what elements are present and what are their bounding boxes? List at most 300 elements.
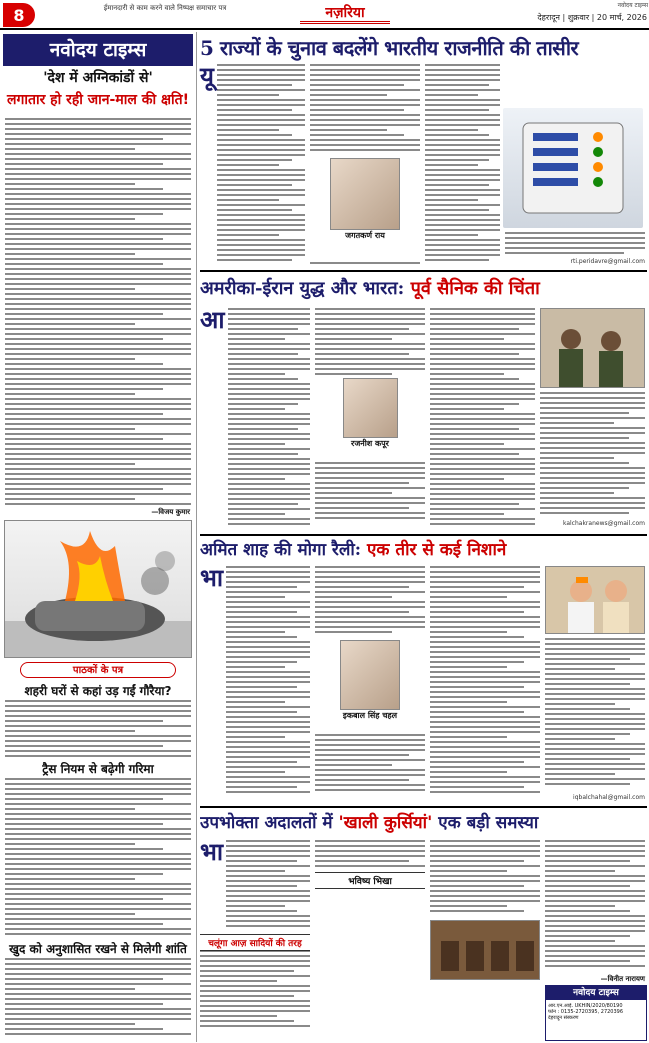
text-line — [545, 945, 645, 947]
text-line — [430, 631, 507, 633]
text-line — [430, 318, 535, 320]
text-line — [5, 700, 191, 702]
text-line — [545, 955, 645, 957]
text-line — [315, 318, 425, 320]
article1-col4 — [505, 232, 645, 254]
text-line — [430, 766, 540, 768]
text-line — [226, 731, 310, 733]
text-line — [5, 378, 191, 380]
text-line — [226, 591, 310, 593]
text-line — [430, 353, 519, 355]
text-line — [430, 398, 535, 400]
text-line — [5, 178, 191, 180]
text-line — [425, 184, 489, 186]
text-line — [315, 571, 425, 573]
text-line — [430, 368, 535, 370]
text-line — [5, 288, 135, 290]
article3-headline-part2: एक तीर से कई निशाने — [367, 540, 507, 560]
section-title: नज़रिया — [300, 2, 390, 24]
text-line — [5, 778, 191, 780]
text-line — [425, 229, 500, 231]
text-line — [425, 169, 500, 171]
editorial-headline: लगातार हो रही जान-माल की क्षति! — [6, 92, 190, 108]
text-line — [540, 512, 629, 514]
text-line — [217, 144, 305, 146]
text-line — [200, 970, 294, 972]
text-line — [430, 576, 540, 578]
text-line — [310, 109, 404, 111]
text-line — [226, 631, 285, 633]
text-line — [430, 840, 540, 842]
text-line — [310, 84, 404, 86]
paper-name-small: नवोदय टाइम्स — [617, 2, 648, 9]
letter-headline-2: ट्रैस नियम से बढ़ेगी गरिमा — [42, 762, 154, 776]
text-line — [5, 158, 191, 160]
rally-photo-icon — [546, 567, 645, 634]
article4-headline — [200, 806, 647, 836]
author-name-3: इकबाल सिंह चहल — [342, 711, 398, 720]
text-line — [430, 900, 540, 902]
text-line — [310, 64, 420, 66]
text-line — [5, 228, 191, 230]
text-line — [430, 423, 535, 425]
text-line — [315, 368, 425, 370]
text-line — [310, 129, 387, 131]
text-line — [505, 232, 645, 234]
text-line — [226, 686, 297, 688]
text-line — [425, 74, 500, 76]
text-line — [430, 885, 524, 887]
text-line — [5, 393, 135, 395]
article2-headline-part1: अमरीका-ईरान युद्ध और भारत: — [200, 278, 405, 299]
text-line — [226, 671, 310, 673]
text-line — [5, 858, 191, 860]
text-line — [425, 104, 500, 106]
article3-byline — [315, 640, 425, 730]
text-line — [425, 99, 500, 101]
text-line — [310, 74, 420, 76]
text-line — [315, 845, 425, 847]
text-line — [217, 204, 305, 206]
dropcap-2: आ — [200, 305, 225, 334]
text-line — [217, 214, 305, 216]
text-line — [315, 865, 425, 867]
text-line — [5, 173, 191, 175]
text-line — [217, 134, 292, 136]
text-line — [5, 443, 191, 445]
text-line — [5, 843, 135, 845]
text-line — [5, 163, 163, 165]
text-line — [5, 903, 191, 905]
text-line — [217, 94, 279, 96]
text-line — [315, 333, 425, 335]
text-line — [545, 905, 615, 907]
author-photo-2 — [343, 378, 398, 438]
text-line — [226, 756, 310, 758]
text-line — [217, 259, 292, 261]
article1-col3 — [425, 64, 500, 261]
text-line — [430, 433, 535, 435]
text-line — [545, 845, 645, 847]
text-line — [217, 179, 305, 181]
text-line — [425, 149, 500, 151]
article1-email: rti.peridavre@gmail.com — [570, 258, 645, 265]
article4-col2 — [315, 840, 425, 867]
text-line — [217, 239, 305, 241]
text-line — [430, 566, 540, 568]
text-line — [228, 328, 298, 330]
text-line — [540, 467, 645, 469]
print-line-1: आर.एन.आई. UKHIN/2020/80190 — [548, 1003, 623, 1009]
text-line — [226, 656, 310, 658]
text-line — [430, 483, 535, 485]
text-line — [228, 318, 310, 320]
text-line — [228, 408, 286, 410]
text-line — [5, 453, 191, 455]
text-line — [545, 713, 645, 715]
editorial-body — [5, 118, 191, 505]
author-photo — [330, 158, 400, 230]
text-line — [315, 784, 425, 786]
text-line — [228, 353, 298, 355]
text-line — [228, 378, 298, 380]
text-line — [228, 508, 310, 510]
empty-chairs-icon — [431, 921, 540, 980]
text-line — [5, 308, 191, 310]
text-line — [226, 781, 310, 783]
dropcap: यू — [200, 61, 214, 90]
dateline: देहरादून | शुक्रवार | 20 मार्च, 2026 — [537, 13, 647, 22]
fire-cartoon-icon — [5, 521, 192, 658]
text-line — [5, 498, 135, 500]
text-line — [540, 392, 645, 394]
text-line — [540, 492, 614, 494]
text-line — [315, 621, 425, 623]
author-photo-3 — [340, 640, 400, 710]
text-line — [217, 189, 305, 191]
article2-photo — [540, 308, 645, 388]
text-line — [5, 123, 191, 125]
text-line — [430, 870, 507, 872]
text-line — [425, 109, 489, 111]
print-line-masthead: नवोदय टाइम्स — [546, 986, 646, 1000]
text-line — [217, 84, 292, 86]
text-line — [545, 653, 645, 655]
editorial-masthead: नवोदय टाइम्स — [3, 34, 193, 66]
text-line — [315, 502, 425, 504]
text-line — [217, 244, 305, 246]
text-line — [430, 388, 535, 390]
text-line — [5, 783, 191, 785]
text-line — [5, 918, 191, 920]
text-line — [430, 656, 540, 658]
text-line — [5, 710, 191, 712]
text-line — [5, 838, 191, 840]
text-line — [545, 880, 645, 882]
text-line — [430, 751, 540, 753]
soldier-photo-icon — [541, 309, 645, 388]
text-line — [228, 348, 310, 350]
text-line — [228, 413, 310, 415]
text-line — [540, 482, 645, 484]
text-line — [430, 403, 519, 405]
text-line — [226, 606, 310, 608]
text-line — [226, 920, 310, 922]
paper-motto: ईमानदारी से काम करने वाले निष्पक्ष समाचार पत्र — [103, 4, 227, 12]
text-line — [5, 298, 191, 300]
text-line — [5, 318, 191, 320]
text-line — [545, 658, 630, 660]
text-line — [430, 383, 535, 385]
text-line — [228, 363, 310, 365]
letter-body-1 — [5, 700, 191, 757]
text-line — [540, 427, 645, 429]
text-line — [430, 696, 540, 698]
text-line — [226, 701, 285, 703]
text-line — [5, 223, 191, 225]
text-line — [5, 313, 163, 315]
text-line — [315, 487, 425, 489]
text-line — [430, 845, 540, 847]
text-line — [5, 143, 191, 145]
text-line — [310, 124, 420, 126]
text-line — [5, 433, 191, 435]
text-line — [545, 885, 630, 887]
text-line — [5, 423, 191, 425]
text-line — [545, 940, 615, 942]
author-name: जगतकर्ण राय — [345, 231, 385, 240]
text-line — [5, 183, 135, 185]
text-line — [228, 428, 298, 430]
text-line — [5, 448, 191, 450]
text-line — [430, 571, 540, 573]
text-line — [5, 133, 191, 135]
letter-body-3 — [5, 958, 191, 1035]
text-line — [217, 219, 305, 221]
text-line — [430, 338, 504, 340]
text-line — [226, 581, 310, 583]
text-line — [540, 447, 645, 449]
text-line — [430, 776, 540, 778]
text-line — [430, 761, 524, 763]
article4-box2-head: भविष्य भिखा — [315, 872, 425, 889]
text-line — [315, 744, 425, 746]
text-line — [5, 888, 191, 890]
article2-email: kalchakranews@gmail.com — [562, 520, 645, 527]
text-line — [425, 164, 478, 166]
text-line — [5, 823, 163, 825]
text-line — [505, 252, 624, 254]
text-line — [545, 753, 645, 755]
text-line — [5, 488, 163, 490]
text-line — [226, 925, 310, 927]
text-line — [540, 417, 645, 419]
text-line — [5, 338, 163, 340]
text-line — [430, 731, 540, 733]
text-line — [545, 960, 630, 962]
print-line-box — [545, 985, 647, 1041]
text-line — [425, 119, 500, 121]
text-line — [315, 734, 425, 736]
text-line — [5, 323, 135, 325]
text-line — [315, 754, 409, 756]
text-line — [226, 661, 297, 663]
article2-col2a — [315, 308, 425, 375]
text-line — [228, 438, 310, 440]
text-line — [545, 648, 645, 650]
text-line — [217, 129, 279, 131]
text-line — [226, 646, 310, 648]
text-line — [5, 438, 163, 440]
print-line-2: फोन : 0135-2720395, 2720396 — [548, 1009, 624, 1015]
text-line — [545, 768, 645, 770]
text-line — [217, 199, 279, 201]
text-line — [5, 928, 191, 930]
text-line — [315, 512, 425, 514]
text-line — [5, 253, 135, 255]
text-line — [217, 164, 279, 166]
text-line — [226, 626, 310, 628]
text-line — [315, 338, 392, 340]
text-line — [228, 403, 298, 405]
text-line — [315, 323, 425, 325]
text-line — [5, 268, 191, 270]
text-line — [200, 985, 310, 987]
text-line — [430, 746, 540, 748]
text-line — [5, 725, 191, 727]
editorial-subhead: 'देश में अग्निकांडों से' — [43, 70, 153, 86]
text-line — [540, 437, 629, 439]
text-line — [217, 174, 305, 176]
article2-headline — [200, 270, 647, 304]
text-line — [430, 895, 540, 897]
text-line — [430, 453, 519, 455]
text-line — [425, 194, 500, 196]
text-line — [545, 758, 630, 760]
text-line — [430, 880, 540, 882]
article2-col2b — [315, 462, 425, 519]
article1-col1 — [200, 61, 305, 261]
article4-headline-part1: उपभोक्ता अदालतों में — [200, 813, 333, 833]
text-line — [430, 438, 535, 440]
text-line — [5, 328, 191, 330]
text-line — [545, 643, 645, 645]
text-line — [430, 651, 540, 653]
text-line — [217, 254, 305, 256]
text-line — [226, 736, 285, 738]
text-line — [228, 308, 310, 310]
text-line — [226, 910, 297, 912]
text-line — [5, 203, 191, 205]
text-line — [315, 358, 425, 360]
text-line — [5, 730, 135, 732]
text-line — [217, 119, 305, 121]
text-line — [228, 358, 310, 360]
text-line — [217, 154, 305, 156]
text-line — [425, 254, 500, 256]
text-line — [430, 646, 540, 648]
text-line — [540, 507, 645, 509]
text-line — [545, 855, 645, 857]
text-line — [430, 498, 535, 500]
text-line — [430, 860, 524, 862]
text-line — [315, 517, 425, 519]
text-line — [226, 845, 310, 847]
text-line — [226, 621, 310, 623]
text-line — [5, 198, 191, 200]
text-line — [226, 611, 297, 613]
text-line — [226, 890, 310, 892]
text-line — [430, 721, 540, 723]
text-line — [226, 900, 310, 902]
text-line — [430, 328, 519, 330]
text-line — [217, 64, 305, 66]
text-line — [425, 219, 500, 221]
text-line — [310, 89, 420, 91]
text-line — [540, 452, 645, 454]
text-line — [5, 373, 191, 375]
text-line — [226, 850, 310, 852]
text-line — [315, 739, 425, 741]
text-line — [226, 596, 285, 598]
text-line — [430, 418, 535, 420]
text-line — [430, 691, 540, 693]
text-line — [425, 124, 500, 126]
text-line — [430, 626, 540, 628]
text-line — [430, 905, 507, 907]
text-line — [545, 860, 630, 862]
dropcap-3: भा — [200, 563, 224, 592]
text-line — [315, 507, 409, 509]
text-line — [430, 508, 535, 510]
text-line — [5, 493, 191, 495]
text-line — [226, 696, 310, 698]
text-line — [430, 413, 535, 415]
text-line — [545, 663, 645, 665]
text-line — [425, 84, 489, 86]
text-line — [430, 343, 535, 345]
text-line — [425, 79, 500, 81]
text-line — [425, 69, 500, 71]
text-line — [228, 478, 286, 480]
text-line — [430, 581, 540, 583]
text-line — [217, 104, 305, 106]
text-line — [5, 868, 191, 870]
text-line — [226, 860, 297, 862]
text-line — [5, 398, 191, 400]
text-line — [315, 313, 425, 315]
text-line — [545, 870, 615, 872]
article4-box-body — [200, 950, 310, 1027]
text-line — [5, 343, 191, 345]
text-line — [217, 184, 292, 186]
text-line — [228, 338, 286, 340]
text-line — [425, 199, 478, 201]
text-line — [545, 693, 645, 695]
text-line — [430, 666, 507, 668]
text-line — [5, 168, 191, 170]
text-line — [505, 242, 645, 244]
text-line — [310, 94, 387, 96]
article3-email: iqbalchahal@gmail.com — [573, 794, 645, 801]
text-line — [425, 224, 500, 226]
letters-banner: पाठकों के पत्र — [20, 662, 176, 678]
text-line — [5, 368, 191, 370]
text-line — [425, 94, 478, 96]
text-line — [5, 1028, 163, 1030]
text-line — [430, 393, 535, 395]
text-line — [226, 721, 310, 723]
